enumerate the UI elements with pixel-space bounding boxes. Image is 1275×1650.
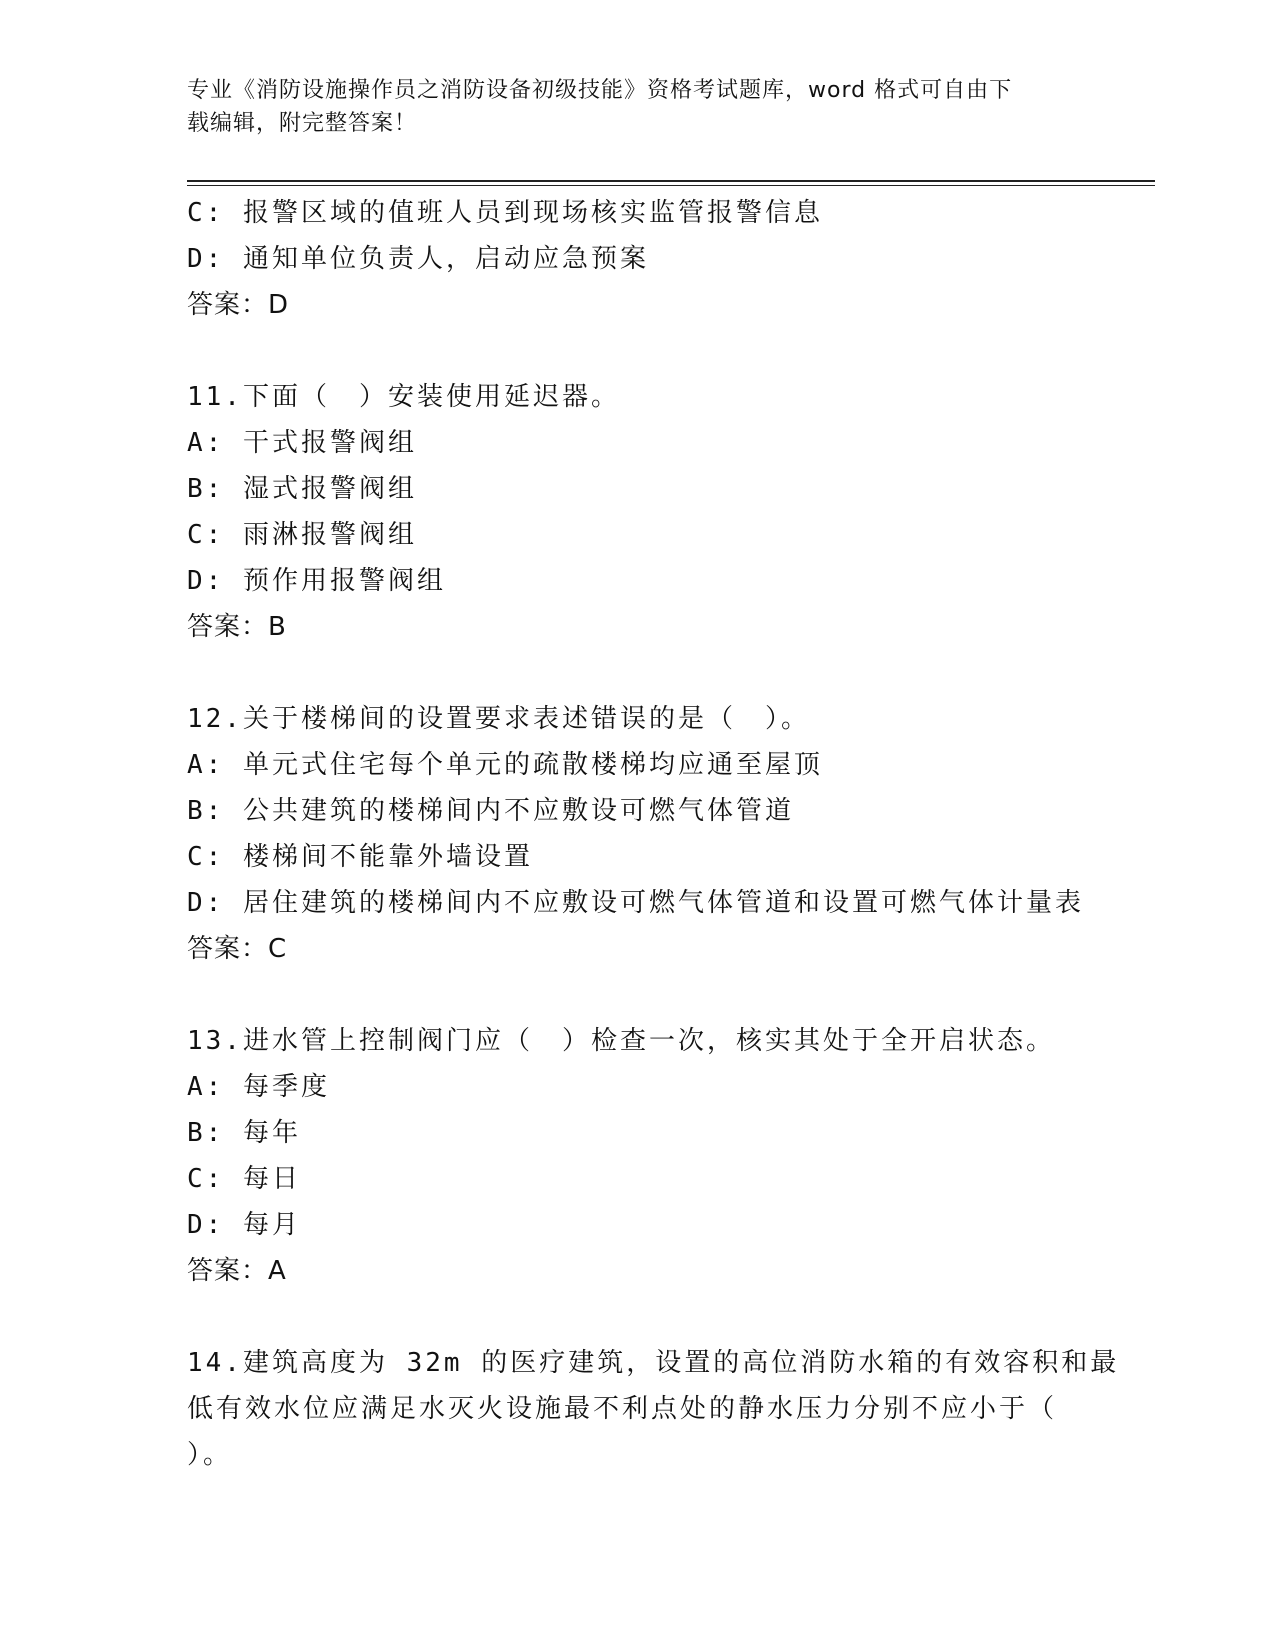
question-13 bbox=[187, 1018, 1087, 1294]
option-d: D: 通知单位负责人，启动应急预案 bbox=[187, 244, 649, 274]
answer: 答案：B bbox=[187, 612, 287, 642]
question-stem: 13.进水管上控制阀门应（ ）检查一次，核实其处于全开启状态。 bbox=[187, 1026, 1055, 1056]
option-c: C: 雨淋报警阀组 bbox=[187, 520, 417, 550]
spacer bbox=[187, 1294, 1087, 1340]
question-list bbox=[187, 190, 1120, 1478]
question-12 bbox=[187, 696, 1087, 972]
option-c: C: 楼梯间不能靠外墙设置 bbox=[187, 842, 533, 872]
option-c: C: 每日 bbox=[187, 1164, 301, 1194]
answer: 答案：A bbox=[187, 1256, 287, 1286]
spacer bbox=[187, 328, 1087, 374]
question-11 bbox=[187, 374, 1087, 650]
option-d: D: 每月 bbox=[187, 1210, 301, 1240]
header-divider-thin bbox=[187, 185, 1155, 186]
option-c: C: 报警区域的值班人员到现场核实监管报警信息 bbox=[187, 198, 823, 228]
option-a: A: 单元式住宅每个单元的疏散楼梯均应通至屋顶 bbox=[187, 750, 823, 780]
option-d: D: 居住建筑的楼梯间内不应敷设可燃气体管道和设置可燃气体计量表 bbox=[187, 888, 1084, 918]
header-divider-thick bbox=[187, 180, 1155, 182]
option-d: D: 预作用报警阀组 bbox=[187, 566, 446, 596]
option-b: B: 公共建筑的楼梯间内不应敷设可燃气体管道 bbox=[187, 796, 794, 826]
question-stem-line-1: 14.建筑高度为 32m 的医疗建筑，设置的高位消防水箱的有效容积和最 bbox=[187, 1348, 1120, 1378]
question-stem-line-3: ）。 bbox=[187, 1440, 233, 1470]
option-a: A: 每季度 bbox=[187, 1072, 330, 1102]
document-header bbox=[187, 74, 1087, 140]
header-line-1: 专业《消防设施操作员之消防设备初级技能》资格考试题库，word 格式可自由下 bbox=[187, 78, 1013, 103]
option-a: A: 干式报警阀组 bbox=[187, 428, 417, 458]
spacer bbox=[187, 972, 1087, 1018]
question-partial bbox=[187, 190, 1087, 328]
header-line-2: 载编辑，附完整答案！ bbox=[187, 111, 418, 136]
question-stem: 11.下面（ ）安装使用延迟器。 bbox=[187, 382, 620, 412]
answer: 答案：D bbox=[187, 290, 290, 320]
spacer bbox=[187, 650, 1087, 696]
question-stem-line-2: 低有效水位应满足水灭火设施最不利点处的静水压力分别不应小于（ bbox=[187, 1394, 1058, 1424]
question-stem: 12.关于楼梯间的设置要求表述错误的是（ ）。 bbox=[187, 704, 810, 734]
option-b: B: 湿式报警阀组 bbox=[187, 474, 417, 504]
answer: 答案：C bbox=[187, 934, 288, 964]
question-14 bbox=[187, 1340, 1120, 1478]
option-b: B: 每年 bbox=[187, 1118, 301, 1148]
